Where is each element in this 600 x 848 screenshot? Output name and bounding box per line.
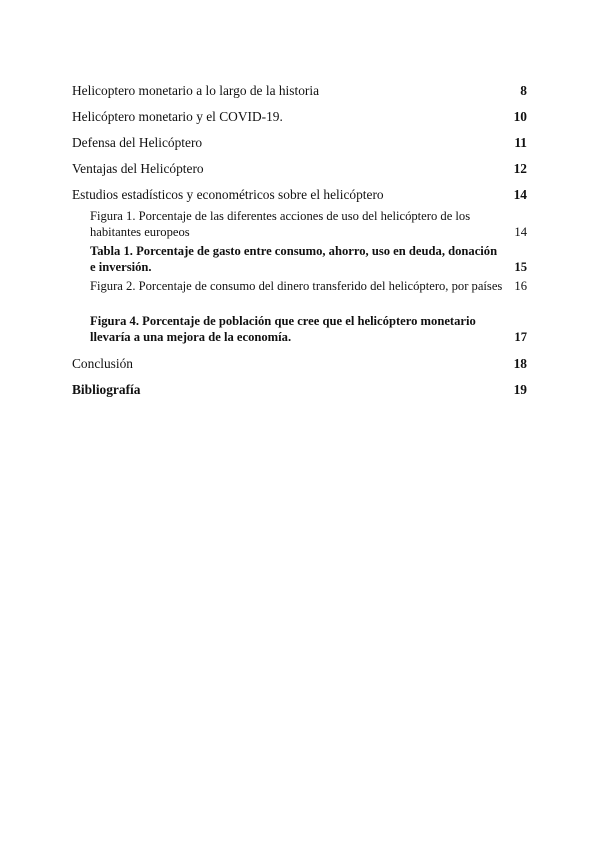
toc-entry-page: 14 (514, 225, 527, 239)
toc-entry-title: Helicoptero monetario a lo largo de la historia (72, 83, 320, 98)
toc-entry-page: 19 (513, 382, 527, 397)
toc-entry-page: 11 (514, 135, 527, 150)
toc-subentry-tabla-1[interactable] (90, 243, 527, 275)
toc-entry-title: Figura 1. Porcentaje de las diferentes acciones de uso del helicóptero de los habitantes europeos (90, 209, 471, 239)
toc-entry-title: Tabla 1. Porcentaje de gasto entre consumo, ahorro, uso en deuda, donación e inversión. (90, 244, 498, 274)
toc-entry-covid[interactable] (72, 109, 527, 125)
toc-subentry-figura-2[interactable] (90, 278, 527, 294)
toc-entry-page: 17 (514, 330, 527, 344)
toc-entry-title: Defensa del Helicóptero (72, 135, 203, 150)
toc-entry-title: Estudios estadísticos y econométricos sobre el helicóptero (72, 187, 384, 202)
toc-entry-page: 18 (513, 356, 527, 371)
toc-subentry-figura-4[interactable] (90, 313, 527, 345)
toc-entry-title: Figura 2. Porcentaje de consumo del dinero transferido del helicóptero, por países (90, 279, 503, 293)
toc-entry-page: 8 (520, 83, 527, 98)
toc-entry-historia[interactable] (72, 83, 527, 99)
toc-entry-title: Helicóptero monetario y el COVID-19. (72, 109, 283, 124)
toc-entry-title: Conclusión (72, 356, 134, 371)
toc-entry-page: 12 (513, 161, 527, 176)
toc-entry-conclusion[interactable] (72, 356, 527, 372)
toc-entry-bibliografia[interactable] (72, 382, 527, 398)
toc-entry-defensa[interactable] (72, 135, 527, 151)
toc-entry-estudios[interactable] (72, 187, 527, 203)
toc-entry-page: 15 (514, 260, 527, 274)
toc-entry-title: Ventajas del Helicóptero (72, 161, 204, 176)
toc-entry-page: 14 (513, 187, 527, 202)
toc-entry-ventajas[interactable] (72, 161, 527, 177)
toc-subentry-figura-1[interactable] (90, 208, 527, 240)
toc-entry-page: 10 (513, 109, 527, 124)
toc-entry-page: 16 (514, 279, 527, 293)
toc-entry-title: Figura 4. Porcentaje de población que cree que el helicóptero monetario llevaría a una mejora de la economía. (90, 314, 476, 344)
toc-entry-title: Bibliografía (72, 382, 141, 397)
